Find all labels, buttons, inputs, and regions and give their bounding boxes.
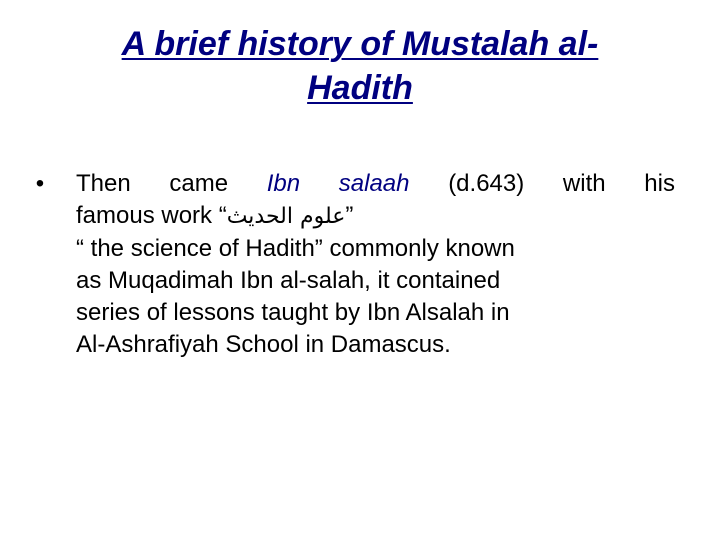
title-line-2: Hadith — [307, 69, 413, 107]
paragraph-line-5: series of lessons taught by Ibn Alsalah in — [76, 299, 510, 326]
bullet-item — [30, 168, 675, 361]
word-came: came — [169, 170, 229, 197]
death-year: (d.643) — [448, 170, 525, 197]
paragraph-line-2 — [76, 200, 675, 233]
paragraph-line-4: as Muqadimah Ibn al-salah, it contained — [76, 267, 501, 294]
slide-title — [60, 22, 660, 110]
name-ibn: Ibn — [266, 170, 301, 197]
famous-work-prefix: famous work “ — [76, 202, 227, 229]
paragraph-line-6: Al-Ashrafiyah School in Damascus. — [76, 331, 451, 358]
bullet-icon: • — [35, 170, 45, 197]
word-with: with — [562, 170, 606, 197]
name-salaah: salaah — [338, 170, 410, 197]
paragraph-line-1 — [76, 168, 675, 200]
paragraph-line-3: “ the science of Hadith” commonly known — [76, 235, 515, 262]
arabic-book-title: علوم الحديث — [226, 204, 346, 229]
title-line-1: A brief history of Mustalah al- — [121, 25, 599, 63]
famous-work-suffix: ” — [345, 202, 354, 229]
slide-body — [30, 168, 675, 361]
word-his: his — [644, 170, 675, 197]
word-then: Then — [76, 170, 131, 197]
